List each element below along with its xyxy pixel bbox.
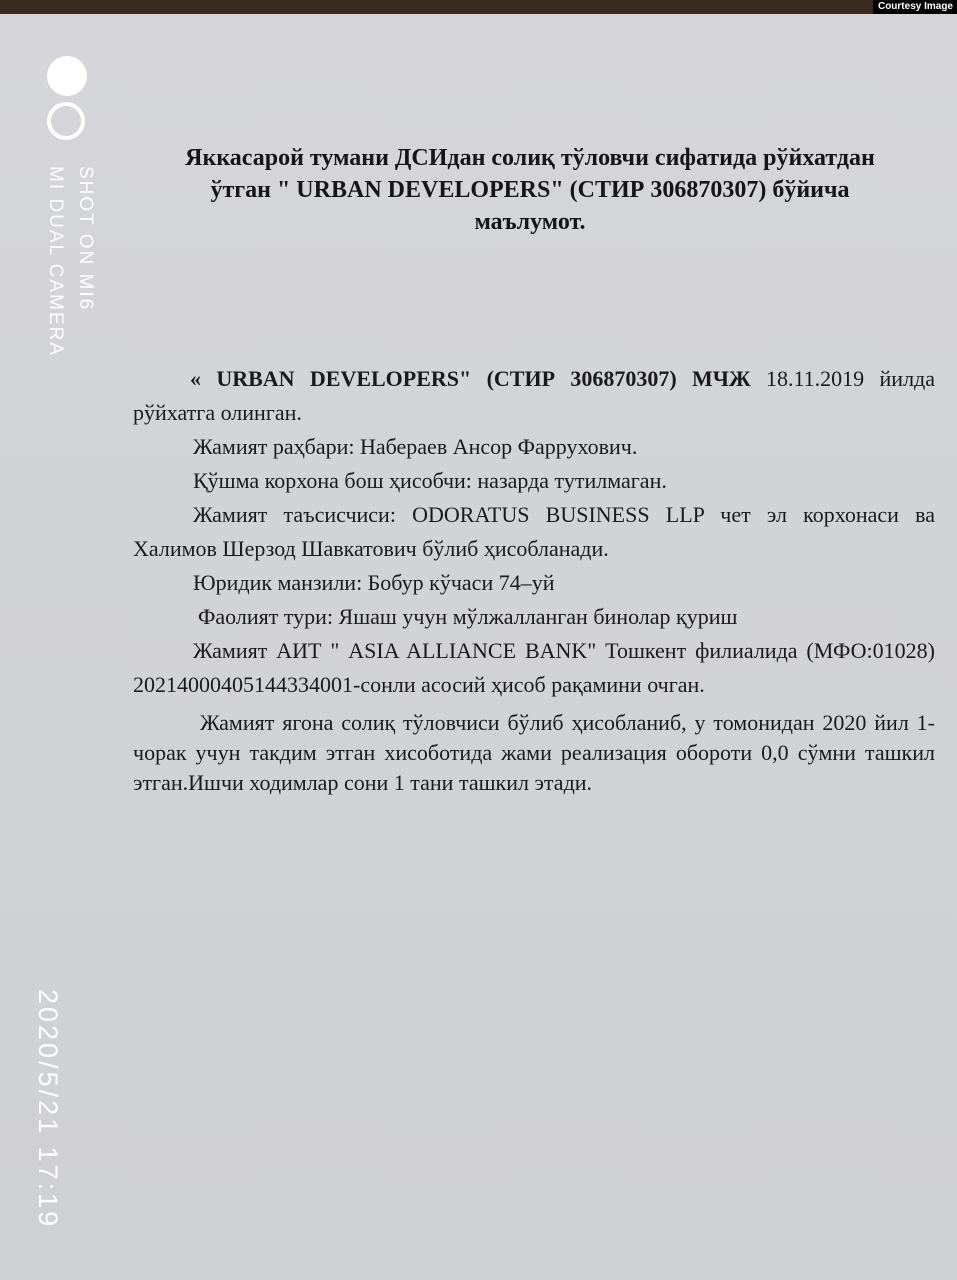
camera-watermark-label [40,166,100,357]
camera-watermark-dots [47,56,87,140]
director-line: Жамият раҳбари: Набераев Ансор Фаррухович. [193,434,638,459]
document-title [115,142,945,238]
bank-paragraph: Жамият АИТ " ASIA ALLIANCE BANK" Тошкент филиалида (МФО:01028) 20214000405144334001-сонли асосий ҳисоб рақамини очган. [133,638,935,697]
title-line-1: Яккасарой тумани ДСИдан солиқ тўловчи сифатида рўйхатдан [185,145,875,171]
registration-paragraph [133,362,935,430]
watermark-model: SHOT ON MI6 [75,166,96,312]
founders-paragraph: Жамият таъсисчиси: ODORATUS BUSINESS LLP чет эл корхонаси ва Халимов Шерзод Шавкатович бўлиб ҳисобланади. [133,502,935,561]
title-line-2: ўтган " URBAN DEVELOPERS" (СТИР 306870307) бўйича [210,177,850,203]
watermark-camera: MI DUAL CAMERA [45,166,66,357]
courtesy-credit: Courtesy Image [873,0,957,14]
registration-date-text: 18.11.2019 йилда рўйхатга олинган. [133,366,935,425]
title-line-3: маълумот. [474,209,586,235]
document-body [133,362,935,798]
address-line: Юридик манзили: Бобур кўчаси 74–уй [193,570,555,595]
ring-circle-icon [47,102,85,140]
accountant-line: Қўшма корхона бош ҳисобчи: назарда тутилмаган. [193,468,667,493]
watermark-datetime: 2020/5/21 17:19 [33,989,63,1230]
document-page [0,14,957,1280]
report-paragraph: Жамият ягона солиқ тўловчиси бўлиб ҳисобланиб, у томонидан 2020 йил 1-чорак учун такдим этган хисоботида жами реализация обороти 0,0 сўмни ташкил этган.Ишчи ходимлар сони 1 тани ташкил этади. [133,710,935,795]
company-name: « URBAN DEVELOPERS" (СТИР 306870307) МЧЖ [190,366,751,391]
filled-circle-icon [47,56,87,96]
activity-line: Фаолият тури: Яшаш учун мўлжалланган бинолар қуриш [198,604,738,629]
